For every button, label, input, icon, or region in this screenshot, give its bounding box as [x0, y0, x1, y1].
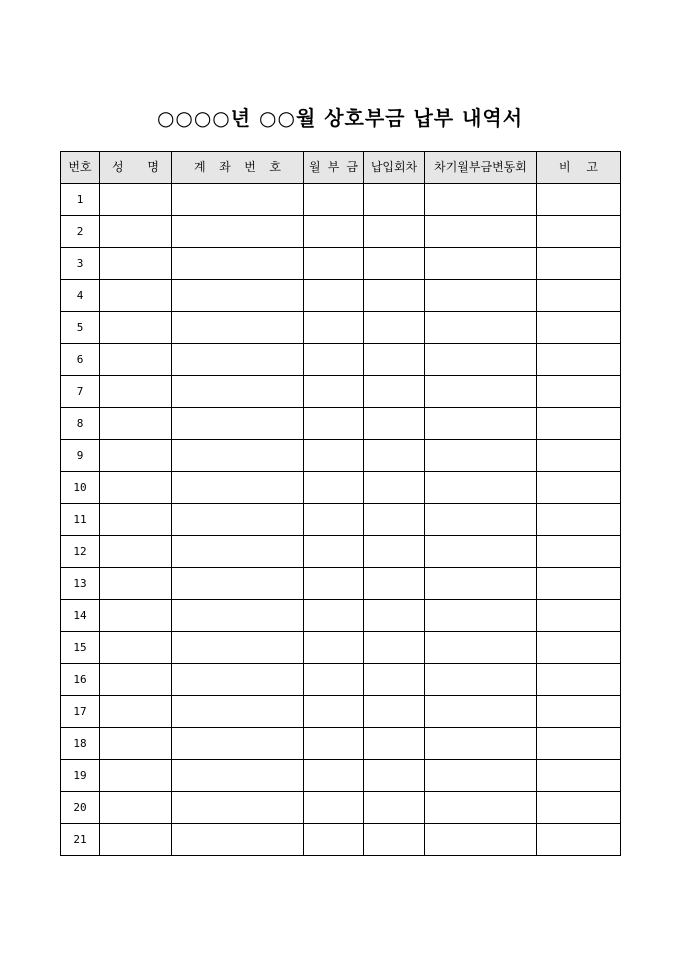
remarks-cell[interactable] — [537, 408, 621, 440]
account-cell[interactable] — [172, 600, 304, 632]
remarks-cell[interactable] — [537, 632, 621, 664]
row-number: 11 — [61, 504, 100, 536]
account-cell[interactable] — [172, 280, 304, 312]
remarks-cell[interactable] — [537, 184, 621, 216]
name-cell[interactable] — [100, 664, 172, 696]
row-number: 8 — [61, 408, 100, 440]
remarks-cell[interactable] — [537, 344, 621, 376]
name-cell[interactable] — [100, 792, 172, 824]
account-cell[interactable] — [172, 792, 304, 824]
installment-cell[interactable] — [364, 728, 425, 760]
next-change-cell[interactable] — [425, 632, 537, 664]
next-change-cell[interactable] — [425, 408, 537, 440]
remarks-cell[interactable] — [537, 824, 621, 856]
next-change-cell[interactable] — [425, 472, 537, 504]
table-body — [61, 184, 621, 856]
monthly-cell[interactable] — [304, 408, 364, 440]
table-row — [61, 376, 621, 408]
account-cell[interactable] — [172, 696, 304, 728]
account-cell[interactable] — [172, 824, 304, 856]
account-cell[interactable] — [172, 760, 304, 792]
monthly-cell[interactable] — [304, 600, 364, 632]
row-number: 10 — [61, 472, 100, 504]
next-change-cell[interactable] — [425, 760, 537, 792]
account-cell[interactable] — [172, 536, 304, 568]
monthly-cell[interactable] — [304, 568, 364, 600]
name-cell[interactable] — [100, 600, 172, 632]
row-number: 7 — [61, 376, 100, 408]
remarks-cell[interactable] — [537, 792, 621, 824]
name-cell[interactable] — [100, 440, 172, 472]
next-change-cell[interactable] — [425, 344, 537, 376]
table-row — [61, 184, 621, 216]
name-cell[interactable] — [100, 344, 172, 376]
remarks-cell[interactable] — [537, 216, 621, 248]
account-cell[interactable] — [172, 216, 304, 248]
remarks-cell[interactable] — [537, 696, 621, 728]
header-remarks: 비 고 — [537, 152, 621, 184]
remarks-cell[interactable] — [537, 472, 621, 504]
row-number: 13 — [61, 568, 100, 600]
installment-cell[interactable] — [364, 184, 425, 216]
row-number: 20 — [61, 792, 100, 824]
row-number: 4 — [61, 280, 100, 312]
row-number: 18 — [61, 728, 100, 760]
installment-cell[interactable] — [364, 280, 425, 312]
account-cell[interactable] — [172, 344, 304, 376]
row-number: 15 — [61, 632, 100, 664]
next-change-cell[interactable] — [425, 696, 537, 728]
row-number: 1 — [61, 184, 100, 216]
table-row — [61, 216, 621, 248]
page-title: ○○○○년 ○○월 상호부금 납부 내역서 — [156, 106, 524, 130]
name-cell[interactable] — [100, 216, 172, 248]
account-cell[interactable] — [172, 568, 304, 600]
name-cell[interactable] — [100, 504, 172, 536]
remarks-cell[interactable] — [537, 312, 621, 344]
row-number: 6 — [61, 344, 100, 376]
next-change-cell[interactable] — [425, 600, 537, 632]
table-header-row — [61, 152, 621, 184]
remarks-cell[interactable] — [537, 568, 621, 600]
installment-cell[interactable] — [364, 824, 425, 856]
next-change-cell[interactable] — [425, 504, 537, 536]
account-cell[interactable] — [172, 728, 304, 760]
installment-cell[interactable] — [364, 760, 425, 792]
table-row — [61, 408, 621, 440]
name-cell[interactable] — [100, 248, 172, 280]
account-cell[interactable] — [172, 312, 304, 344]
account-cell[interactable] — [172, 472, 304, 504]
next-change-cell[interactable] — [425, 824, 537, 856]
table-row — [61, 760, 621, 792]
monthly-cell[interactable] — [304, 760, 364, 792]
name-cell[interactable] — [100, 760, 172, 792]
row-number: 9 — [61, 440, 100, 472]
table-row — [61, 504, 621, 536]
row-number: 2 — [61, 216, 100, 248]
row-number: 17 — [61, 696, 100, 728]
account-cell[interactable] — [172, 632, 304, 664]
installment-cell[interactable] — [364, 600, 425, 632]
row-number: 3 — [61, 248, 100, 280]
name-cell[interactable] — [100, 824, 172, 856]
name-cell[interactable] — [100, 408, 172, 440]
next-change-cell[interactable] — [425, 312, 537, 344]
next-change-cell[interactable] — [425, 568, 537, 600]
installment-cell[interactable] — [364, 568, 425, 600]
next-change-cell[interactable] — [425, 248, 537, 280]
installment-cell[interactable] — [364, 440, 425, 472]
name-cell[interactable] — [100, 184, 172, 216]
name-cell[interactable] — [100, 632, 172, 664]
name-cell[interactable] — [100, 536, 172, 568]
name-cell[interactable] — [100, 568, 172, 600]
account-cell[interactable] — [172, 184, 304, 216]
table-row — [61, 824, 621, 856]
name-cell[interactable] — [100, 696, 172, 728]
installment-cell[interactable] — [364, 376, 425, 408]
name-cell[interactable] — [100, 472, 172, 504]
installment-cell[interactable] — [364, 472, 425, 504]
monthly-cell[interactable] — [304, 664, 364, 696]
remarks-cell[interactable] — [537, 504, 621, 536]
next-change-cell[interactable] — [425, 792, 537, 824]
next-change-cell[interactable] — [425, 536, 537, 568]
installment-cell[interactable] — [364, 312, 425, 344]
table-row — [61, 312, 621, 344]
monthly-cell[interactable] — [304, 376, 364, 408]
table-row — [61, 344, 621, 376]
table-row — [61, 440, 621, 472]
table-row — [61, 472, 621, 504]
installment-cell[interactable] — [364, 696, 425, 728]
table-row — [61, 280, 621, 312]
account-cell[interactable] — [172, 440, 304, 472]
next-change-cell[interactable] — [425, 728, 537, 760]
header-account-number: 계 좌 번 호 — [172, 152, 304, 184]
name-cell[interactable] — [100, 728, 172, 760]
header-monthly-payment: 월 부 금 — [304, 152, 364, 184]
monthly-cell[interactable] — [304, 344, 364, 376]
monthly-cell[interactable] — [304, 440, 364, 472]
name-cell[interactable] — [100, 312, 172, 344]
account-cell[interactable] — [172, 504, 304, 536]
remarks-cell[interactable] — [537, 248, 621, 280]
next-change-cell[interactable] — [425, 184, 537, 216]
row-number: 16 — [61, 664, 100, 696]
remarks-cell[interactable] — [537, 664, 621, 696]
monthly-cell[interactable] — [304, 792, 364, 824]
monthly-cell[interactable] — [304, 280, 364, 312]
remarks-cell[interactable] — [537, 760, 621, 792]
installment-cell[interactable] — [364, 408, 425, 440]
remarks-cell[interactable] — [537, 536, 621, 568]
header-name: 성 명 — [100, 152, 172, 184]
installment-cell[interactable] — [364, 504, 425, 536]
monthly-cell[interactable] — [304, 696, 364, 728]
account-cell[interactable] — [172, 376, 304, 408]
monthly-cell[interactable] — [304, 472, 364, 504]
table-row — [61, 664, 621, 696]
table-row — [61, 248, 621, 280]
account-cell[interactable] — [172, 664, 304, 696]
installment-cell[interactable] — [364, 536, 425, 568]
installment-cell[interactable] — [364, 248, 425, 280]
table-row — [61, 632, 621, 664]
monthly-cell[interactable] — [304, 184, 364, 216]
header-next-change: 차기월부금변동회 — [425, 152, 537, 184]
installment-cell[interactable] — [364, 632, 425, 664]
table-row — [61, 696, 621, 728]
next-change-cell[interactable] — [425, 216, 537, 248]
table-row — [61, 536, 621, 568]
row-number: 21 — [61, 824, 100, 856]
name-cell[interactable] — [100, 376, 172, 408]
monthly-cell[interactable] — [304, 536, 364, 568]
table-row — [61, 600, 621, 632]
row-number: 5 — [61, 312, 100, 344]
installment-cell[interactable] — [364, 792, 425, 824]
header-installment-count: 납입회차 — [364, 152, 425, 184]
monthly-cell[interactable] — [304, 504, 364, 536]
monthly-cell[interactable] — [304, 248, 364, 280]
row-number: 19 — [61, 760, 100, 792]
account-cell[interactable] — [172, 408, 304, 440]
next-change-cell[interactable] — [425, 376, 537, 408]
table-row — [61, 792, 621, 824]
installment-cell[interactable] — [364, 664, 425, 696]
table-row — [61, 568, 621, 600]
remarks-cell[interactable] — [537, 728, 621, 760]
monthly-cell[interactable] — [304, 728, 364, 760]
remarks-cell[interactable] — [537, 280, 621, 312]
row-number: 14 — [61, 600, 100, 632]
next-change-cell[interactable] — [425, 664, 537, 696]
table-row — [61, 728, 621, 760]
monthly-cell[interactable] — [304, 824, 364, 856]
remarks-cell[interactable] — [537, 376, 621, 408]
remarks-cell[interactable] — [537, 440, 621, 472]
account-cell[interactable] — [172, 248, 304, 280]
payment-ledger-table — [60, 151, 621, 856]
row-number: 12 — [61, 536, 100, 568]
installment-cell[interactable] — [364, 344, 425, 376]
monthly-cell[interactable] — [304, 632, 364, 664]
header-number: 번호 — [61, 152, 100, 184]
installment-cell[interactable] — [364, 216, 425, 248]
remarks-cell[interactable] — [537, 600, 621, 632]
monthly-cell[interactable] — [304, 216, 364, 248]
next-change-cell[interactable] — [425, 440, 537, 472]
monthly-cell[interactable] — [304, 312, 364, 344]
next-change-cell[interactable] — [425, 280, 537, 312]
name-cell[interactable] — [100, 280, 172, 312]
